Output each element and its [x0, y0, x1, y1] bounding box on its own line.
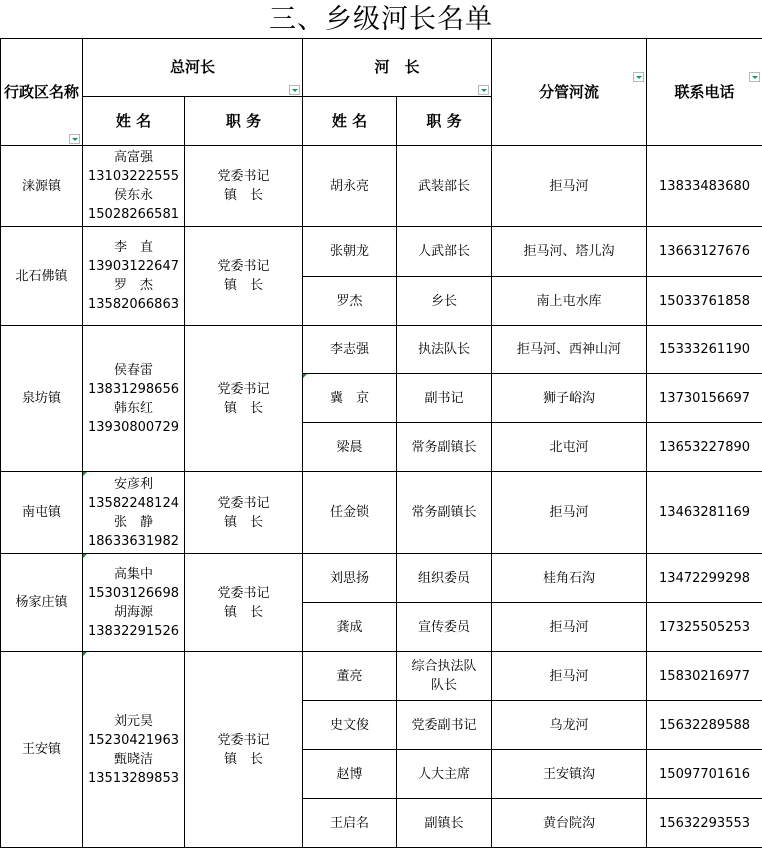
river-chief-position: 综合执法队 队长 — [397, 652, 492, 701]
river-chief-position: 党委副书记 — [397, 701, 492, 750]
cell-comment-marker — [83, 652, 87, 656]
page-title: 三、乡级河长名单 — [0, 0, 762, 38]
river-chief-name: 刘思扬 — [303, 554, 397, 603]
header-river — [492, 39, 647, 146]
river-chief-table — [0, 38, 762, 848]
river-chief-name: 董亮 — [303, 652, 397, 701]
contact-phone: 13463281169 — [647, 472, 762, 554]
table-row — [1, 652, 762, 701]
table-row — [1, 227, 762, 277]
contact-phone: 15033761858 — [647, 277, 762, 326]
header-chief-position: 职 务 — [185, 97, 303, 146]
managed-river: 狮子峪沟 — [492, 374, 647, 423]
river-chief-position: 执法队长 — [397, 326, 492, 374]
managed-river: 拒马河、塔儿沟 — [492, 227, 647, 277]
cell-comment-marker — [83, 472, 87, 476]
header-river-position: 职 务 — [397, 97, 492, 146]
filter-dropdown-icon[interactable] — [633, 72, 644, 82]
cell-comment-marker — [303, 374, 307, 378]
town-name: 泉坊镇 — [1, 326, 83, 472]
river-chief-name: 龚成 — [303, 603, 397, 652]
contact-phone: 15632293553 — [647, 799, 762, 848]
river-chief-position: 人武部长 — [397, 227, 492, 277]
river-chief-name: 王启名 — [303, 799, 397, 848]
contact-phone: 13833483680 — [647, 146, 762, 227]
river-chief-position: 常务副镇长 — [397, 472, 492, 554]
header-river-name: 姓 名 — [303, 97, 397, 146]
header-chief-group-label: 总河长 — [170, 58, 215, 76]
river-chief-name: 梁晨 — [303, 423, 397, 472]
contact-phone: 15333261190 — [647, 326, 762, 374]
header-chief-group — [83, 39, 303, 97]
header-chief-name: 姓 名 — [83, 97, 185, 146]
contact-phone: 13663127676 — [647, 227, 762, 277]
filter-dropdown-icon[interactable] — [289, 85, 300, 95]
managed-river: 拒马河 — [492, 472, 647, 554]
contact-phone: 13730156697 — [647, 374, 762, 423]
river-chief-name: 任金锁 — [303, 472, 397, 554]
river-chief-name: 赵博 — [303, 750, 397, 799]
header-row-1 — [1, 39, 762, 97]
cell-comment-marker — [83, 554, 87, 558]
managed-river: 拒马河 — [492, 652, 647, 701]
river-chief-position: 副镇长 — [397, 799, 492, 848]
river-chief-name: 胡永亮 — [303, 146, 397, 227]
river-chief-position: 组织委员 — [397, 554, 492, 603]
header-river-group-label: 河 长 — [375, 58, 420, 76]
river-chief-name: 冀 京 — [303, 374, 397, 423]
filter-dropdown-icon[interactable] — [749, 72, 760, 82]
town-name: 杨家庄镇 — [1, 554, 83, 652]
river-chief-position: 乡长 — [397, 277, 492, 326]
chief-position: 党委书记 镇 长 — [185, 472, 303, 554]
managed-river: 黄台院沟 — [492, 799, 647, 848]
river-chief-name: 史文俊 — [303, 701, 397, 750]
header-district — [1, 39, 83, 146]
contact-phone: 15632289588 — [647, 701, 762, 750]
river-chief-name: 张朝龙 — [303, 227, 397, 277]
town-name: 涞源镇 — [1, 146, 83, 227]
managed-river: 南上屯水库 — [492, 277, 647, 326]
header-river-group — [303, 39, 492, 97]
chief-position: 党委书记 镇 长 — [185, 554, 303, 652]
managed-river: 桂角石沟 — [492, 554, 647, 603]
managed-river: 王安镇沟 — [492, 750, 647, 799]
managed-river: 北屯河 — [492, 423, 647, 472]
chief-names: 安彦利 13582248124 张 静 18633631982 — [83, 472, 185, 554]
managed-river: 乌龙河 — [492, 701, 647, 750]
filter-dropdown-icon[interactable] — [478, 85, 489, 95]
town-name: 南屯镇 — [1, 472, 83, 554]
river-chief-position: 武装部长 — [397, 146, 492, 227]
contact-phone: 17325505253 — [647, 603, 762, 652]
river-chief-position: 宣传委员 — [397, 603, 492, 652]
table-row — [1, 146, 762, 227]
table-row — [1, 472, 762, 554]
contact-phone: 13472299298 — [647, 554, 762, 603]
river-chief-position: 人大主席 — [397, 750, 492, 799]
header-river-label: 分管河流 — [539, 83, 599, 101]
chief-names: 刘元昊 15230421963 甄晓洁 13513289853 — [83, 652, 185, 848]
filter-dropdown-icon[interactable] — [69, 134, 80, 144]
river-chief-position: 常务副镇长 — [397, 423, 492, 472]
chief-position: 党委书记 镇 长 — [185, 652, 303, 848]
chief-names: 李 直 13903122647 罗 杰 13582066863 — [83, 227, 185, 326]
river-chief-position: 副书记 — [397, 374, 492, 423]
header-phone-label: 联系电话 — [675, 83, 735, 101]
header-district-label: 行政区名称 — [4, 83, 79, 101]
contact-phone: 15830216977 — [647, 652, 762, 701]
managed-river: 拒马河、西神山河 — [492, 326, 647, 374]
contact-phone: 15097701616 — [647, 750, 762, 799]
town-name: 王安镇 — [1, 652, 83, 848]
managed-river: 拒马河 — [492, 603, 647, 652]
managed-river: 拒马河 — [492, 146, 647, 227]
town-name: 北石佛镇 — [1, 227, 83, 326]
chief-names: 高集中 15303126698 胡海源 13832291526 — [83, 554, 185, 652]
chief-names: 高富强 13103222555 侯东永 15028266581 — [83, 146, 185, 227]
chief-position: 党委书记 镇 长 — [185, 146, 303, 227]
river-chief-name: 李志强 — [303, 326, 397, 374]
chief-position: 党委书记 镇 长 — [185, 326, 303, 472]
table-row — [1, 554, 762, 603]
contact-phone: 13653227890 — [647, 423, 762, 472]
table-row — [1, 326, 762, 374]
river-chief-name: 罗杰 — [303, 277, 397, 326]
chief-names: 侯春雷 13831298656 韩东红 13930800729 — [83, 326, 185, 472]
chief-position: 党委书记 镇 长 — [185, 227, 303, 326]
header-phone — [647, 39, 762, 146]
